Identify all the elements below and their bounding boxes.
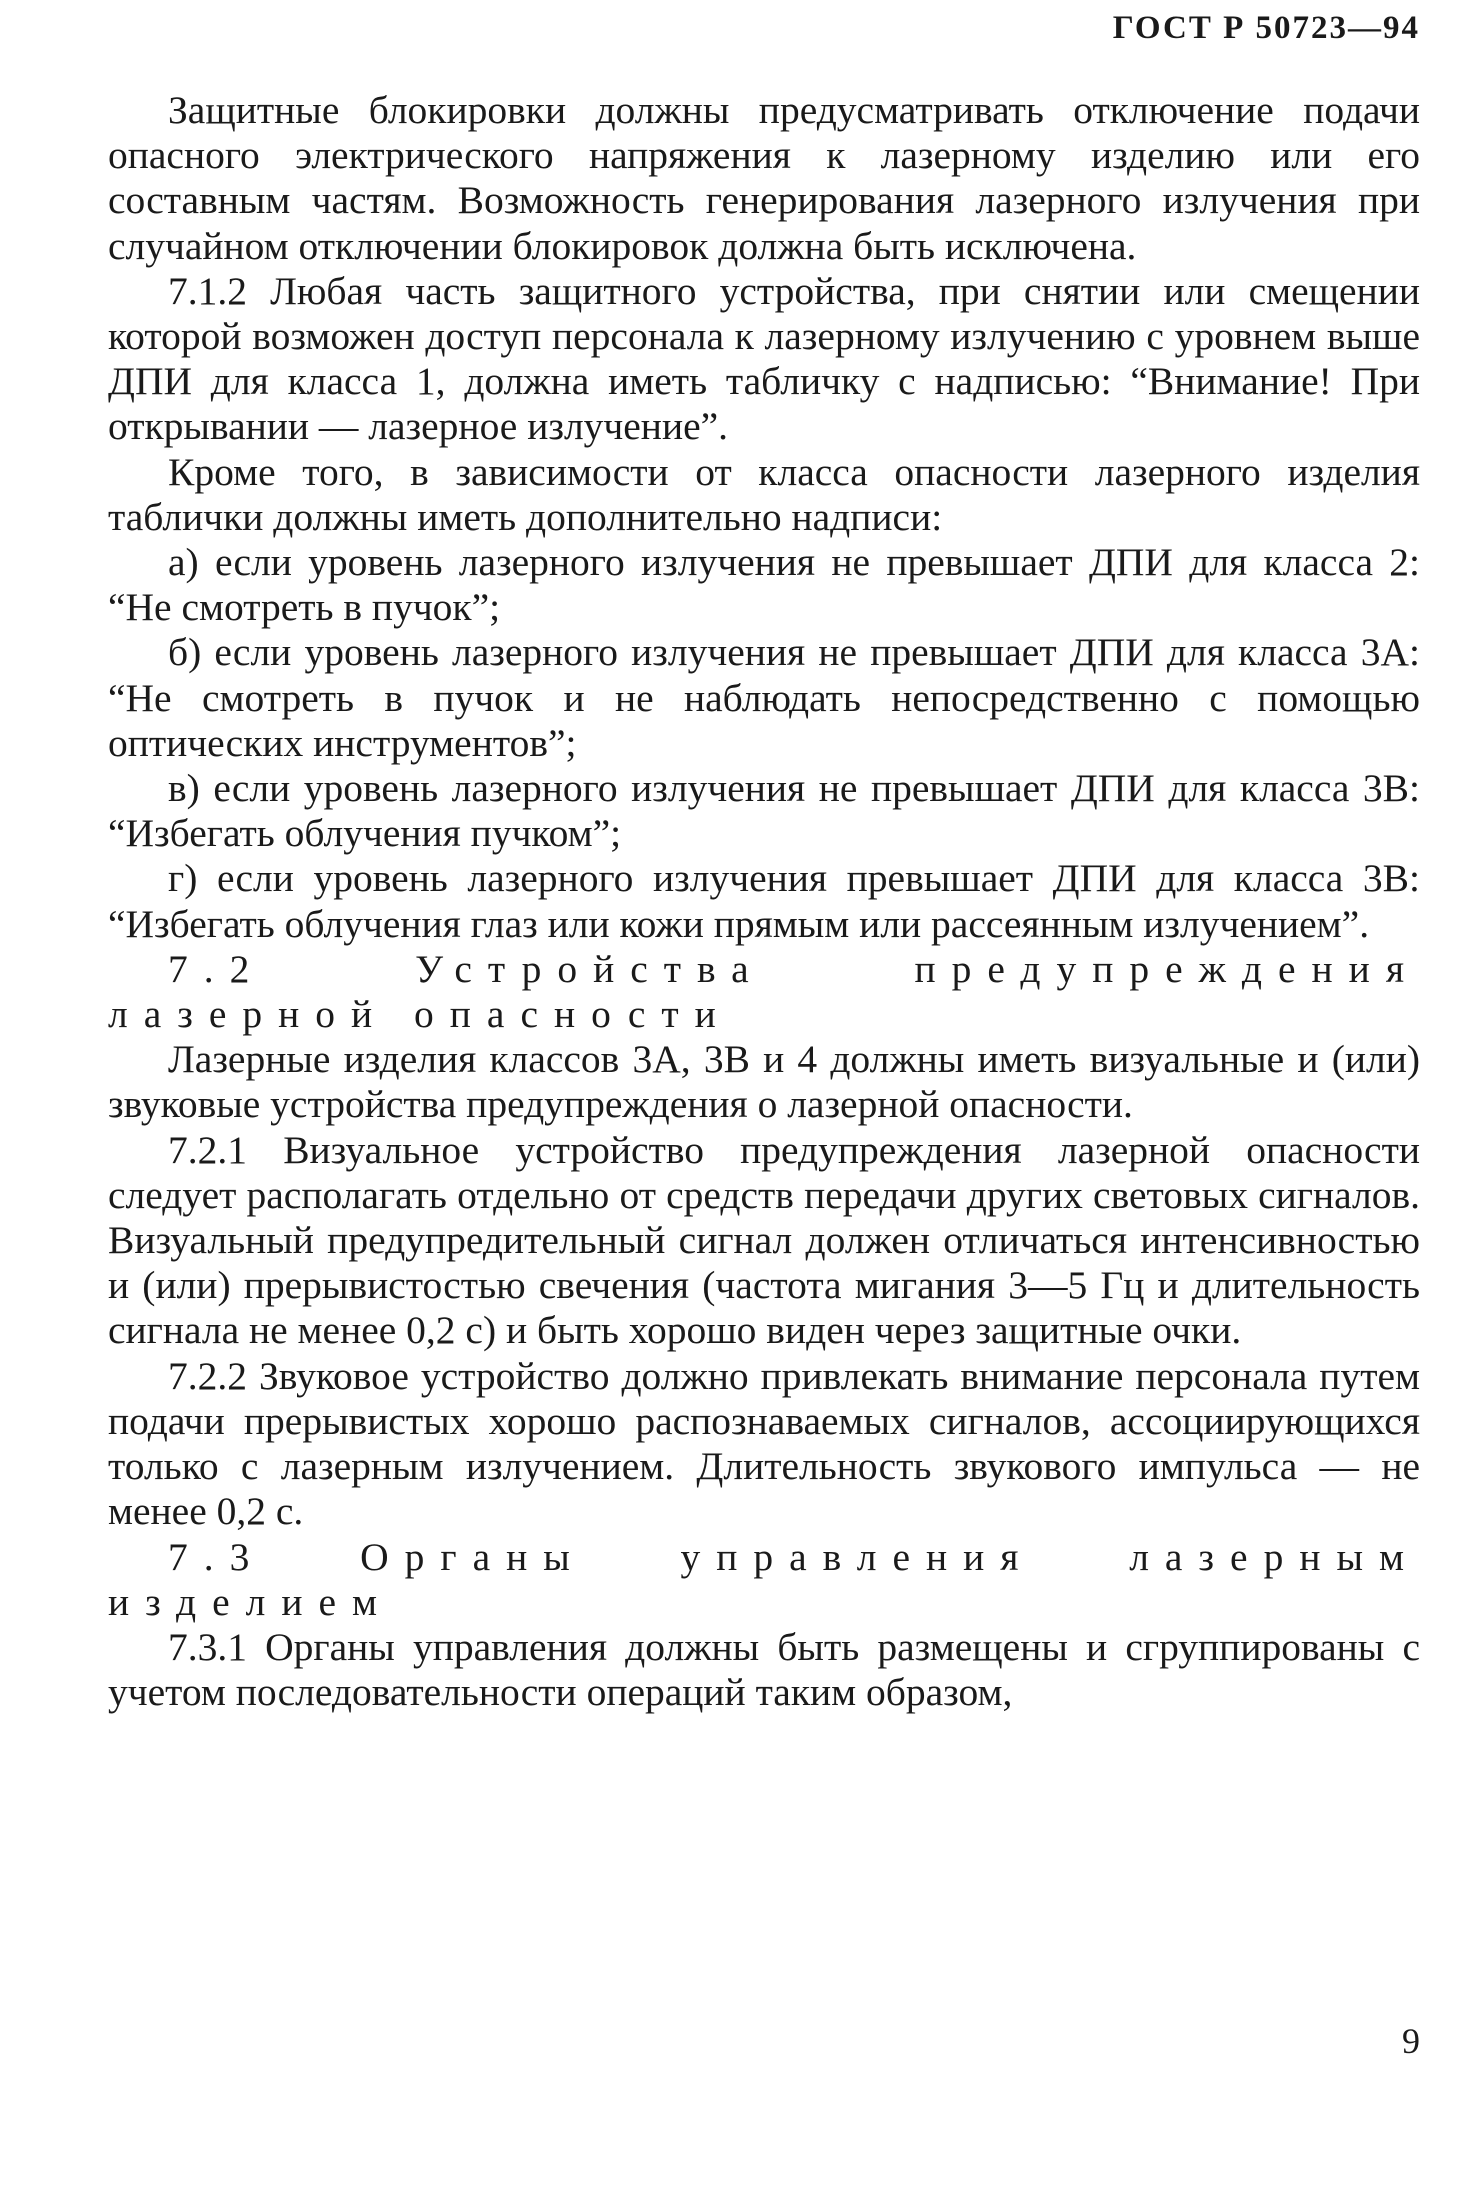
paragraph-interlocks: Защитные блокировки должны предусматривать отключение подачи опасного электрического напряжения к лазерному изделию или его составным частям. Возможность генерирования лазерного излучения при случайном отключении блокировок должна быть исключена. <box>108 88 1420 268</box>
document-header: ГОСТ Р 50723—94 <box>1112 10 1420 46</box>
section-heading-7-3: 7.3 Органы управления лазерным изделием <box>108 1534 1420 1624</box>
page-number: 9 <box>1402 2021 1420 2061</box>
list-item-v: в) если уровень лазерного излучения не превышает ДПИ для класса 3В: “Избегать облучения пучком”; <box>108 766 1420 856</box>
list-item-g: г) если уровень лазерного излучения превышает ДПИ для класса 3В: “Избегать облучения глаз или кожи прямым или рассеянным излучением”. <box>108 856 1420 946</box>
paragraph-7-2-intro: Лазерные изделия классов 3А, 3В и 4 должны иметь визуальные и (или) звуковые устройства предупреждения о лазерной опасности. <box>108 1037 1420 1127</box>
paragraph-7-3-1: 7.3.1 Органы управления должны быть размещены и сгруппированы с учетом последовательности операций таким образом, <box>108 1624 1420 1715</box>
paragraph-7-1-2: 7.1.2 Любая часть защитного устройства, при снятии или смещении которой возможен доступ персонала к лазерному излучению с уровнем выше ДПИ для класса 1, должна иметь табличку с надписью: “Внимание! При открывании — лазерное излучение”. <box>108 268 1420 449</box>
section-heading-7-2: 7.2 Устройства предупреждения лазерной опасности <box>108 946 1420 1037</box>
list-item-a: а) если уровень лазерного излучения не превышает ДПИ для класса 2: “Не смотреть в пучок”; <box>108 540 1420 630</box>
document-body <box>108 88 1420 1715</box>
paragraph-additional-labels: Кроме того, в зависимости от класса опасности лазерного изделия таблички должны иметь дополнительно надписи: <box>108 449 1420 539</box>
paragraph-7-2-2: 7.2.2 Звуковое устройство должно привлекать внимание персонала путем подачи прерывистых хорошо распознаваемых сигналов, ассоциирующихся только с лазерным излучением. Длительность звукового импульса — не менее 0,2 с. <box>108 1353 1420 1534</box>
paragraph-7-2-1: 7.2.1 Визуальное устройство предупреждения лазерной опасности следует располагать отдельно от средств передачи других световых сигналов. Визуальный предупредительный сигнал должен отличаться интенсивностью и (или) прерывистостью свечения (частота мигания 3—5 Гц и длительность сигнала не менее 0,2 с) и быть хорошо виден через защитные очки. <box>108 1127 1420 1353</box>
list-item-b: б) если уровень лазерного излучения не превышает ДПИ для класса 3А: “Не смотреть в пучок и не наблюдать непосредственно с помощью оптических инструментов”; <box>108 630 1420 765</box>
document-page <box>108 0 1420 2203</box>
